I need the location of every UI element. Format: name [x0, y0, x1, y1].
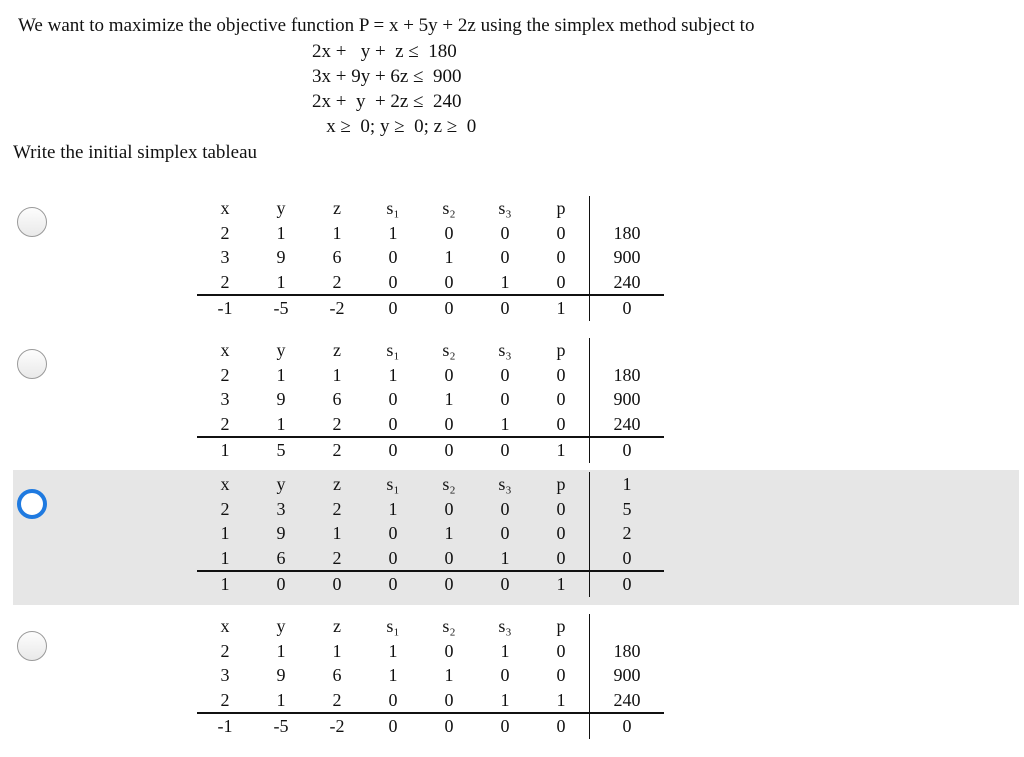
tableau-header: y: [276, 198, 286, 218]
tableau-cell: 1: [220, 547, 230, 568]
tableau-header: z: [333, 616, 341, 636]
tableau-row: [197, 571, 664, 597]
tableau-cell: 0: [477, 295, 533, 321]
tableau-cell: 0: [309, 571, 365, 597]
tableau-cell: 2: [332, 547, 342, 568]
tableau-cell: 1: [444, 665, 454, 685]
tableau-cell: 0: [533, 713, 590, 739]
tableau-cell: 0: [500, 665, 510, 685]
tableau-cell: 1: [332, 222, 342, 243]
tableau-header: p: [556, 340, 566, 360]
tableau-cell: 0: [556, 547, 566, 568]
tableau-row: [197, 688, 664, 714]
tableau-cell: 1: [500, 547, 510, 568]
tableau-rhs-cell: 180: [590, 639, 665, 664]
tableau-cell: 0: [500, 389, 510, 409]
tableau-cell: 1: [388, 640, 398, 661]
answer-option-3[interactable]: [13, 470, 1019, 605]
tableau-cell: 0: [444, 364, 454, 385]
tableau-cell: 2: [332, 271, 342, 292]
constraint-nonnegativity: x ≥ 0; y ≥ 0; z ≥ 0: [312, 116, 477, 137]
tableau-header: s₁: [386, 474, 400, 494]
tableau-cell: 1: [276, 271, 286, 292]
tableau-cell: 3: [276, 498, 286, 519]
tableau-cell: 2: [309, 437, 365, 463]
tableau-cell: 0: [556, 523, 566, 543]
tableau-cell: 2: [332, 413, 342, 434]
tableau-cell: 0: [556, 413, 566, 434]
tableau-cell: 1: [388, 222, 398, 243]
tableau-cell: 2: [220, 271, 230, 292]
tableau-row: [197, 270, 664, 296]
tableau-cell: 1: [276, 364, 286, 385]
tableau-header: y: [276, 616, 286, 636]
tableau-cell: 2: [220, 364, 230, 385]
tableau-rhs-cell: 900: [590, 387, 665, 412]
tableau-cell: 0: [477, 437, 533, 463]
tableau-cell: 0: [500, 247, 510, 267]
tableau-rhs-cell: 900: [590, 663, 665, 688]
tableau-cell: 9: [276, 247, 286, 267]
tableau-row: [197, 437, 664, 463]
tableau-cell: 1: [444, 247, 454, 267]
tableau-rhs-cell: 0: [590, 295, 665, 321]
tableau-header: s₁: [386, 340, 400, 360]
tableau-cell: 0: [365, 571, 421, 597]
tableau-cell: 0: [444, 689, 454, 710]
tableau-row: [197, 663, 664, 688]
tableau-cell: 0: [500, 523, 510, 543]
tableau-row: [197, 221, 664, 246]
radio-button-3[interactable]: [17, 489, 47, 519]
tableau-header: s₃: [498, 474, 512, 494]
tableau-rhs-cell: 180: [590, 363, 665, 388]
tableau-cell: 1: [276, 222, 286, 243]
tableau-header: s₁: [386, 198, 400, 218]
tableau-header: z: [333, 474, 341, 494]
tableau-header: x: [220, 340, 230, 360]
tableau-cell: 1: [388, 665, 398, 685]
tableau-cell: -1: [197, 713, 253, 739]
tableau-row: [197, 295, 664, 321]
tableau-header: z: [333, 340, 341, 360]
tableau-cell: 0: [556, 640, 566, 661]
tableau-cell: 0: [388, 689, 398, 710]
tableau-cell: 1: [197, 437, 253, 463]
tableau-cell: 0: [388, 271, 398, 292]
tableau-rhs-cell: 240: [590, 412, 665, 438]
answer-option-1[interactable]: [13, 196, 1019, 331]
tableau-header: p: [556, 474, 566, 494]
tableau-row: [197, 546, 664, 572]
tableau-cell: 2: [220, 689, 230, 710]
answer-option-2[interactable]: [13, 338, 1019, 473]
tableau-row: [197, 521, 664, 546]
tableau-header: x: [220, 198, 230, 218]
tableau-cell: 0: [253, 571, 309, 597]
tableau-cell: 2: [220, 413, 230, 434]
tableau-cell: 3: [220, 389, 230, 409]
tableau-cell: 0: [365, 713, 421, 739]
tableau-cell: 1: [500, 640, 510, 661]
tableau-cell: 2: [220, 640, 230, 661]
tableau-cell: 2: [332, 689, 342, 710]
tableau-cell: 0: [444, 640, 454, 661]
tableau-cell: 3: [220, 665, 230, 685]
tableau-cell: 0: [556, 247, 566, 267]
tableau-cell: 0: [556, 222, 566, 243]
tableau-rhs-cell: 0: [590, 713, 665, 739]
tableau-cell: 0: [500, 498, 510, 519]
tableau-cell: 0: [444, 547, 454, 568]
tableau-header: s₁: [386, 616, 400, 636]
answer-option-4[interactable]: [13, 614, 1019, 749]
tableau-cell: 0: [421, 437, 477, 463]
tableau-cell: 0: [388, 247, 398, 267]
tableau-row: [197, 412, 664, 438]
tableau-cell: 0: [388, 523, 398, 543]
tableau-cell: -5: [253, 295, 309, 321]
tableau-rhs-cell: 240: [590, 688, 665, 714]
tableau-header: s₃: [498, 340, 512, 360]
tableau-cell: 0: [477, 571, 533, 597]
tableau-cell: 1: [500, 413, 510, 434]
tableau-header: y: [276, 340, 286, 360]
radio-button-4[interactable]: [17, 631, 47, 661]
tableau-cell: 0: [444, 222, 454, 243]
tableau-header: z: [333, 198, 341, 218]
simplex-tableau: [197, 472, 664, 597]
tableau-cell: 0: [388, 413, 398, 434]
tableau-header-rhs: 1: [590, 472, 665, 497]
tableau-cell: 9: [276, 389, 286, 409]
tableau-cell: 0: [556, 665, 566, 685]
constraint-3: 2x + y + 2z ≤ 240: [312, 91, 462, 112]
tableau-cell: 0: [556, 389, 566, 409]
tableau-cell: -1: [197, 295, 253, 321]
tableau-header-rhs: [590, 196, 665, 221]
tableau-cell: 5: [253, 437, 309, 463]
tableau-cell: 0: [500, 364, 510, 385]
tableau-cell: 1: [332, 640, 342, 661]
tableau-cell: 0: [421, 571, 477, 597]
tableau-header-rhs: [590, 338, 665, 363]
tableau-row: [197, 245, 664, 270]
tableau-cell: 9: [276, 523, 286, 543]
tableau-cell: 1: [533, 437, 590, 463]
tableau-rhs-cell: 5: [590, 497, 665, 522]
radio-button-1[interactable]: [17, 207, 47, 237]
tableau-cell: 6: [276, 547, 286, 568]
tableau-cell: 0: [365, 295, 421, 321]
tableau-cell: 1: [332, 523, 342, 543]
tableau-cell: 6: [332, 389, 342, 409]
tableau-rhs-cell: 0: [590, 437, 665, 463]
tableau-header: y: [276, 474, 286, 494]
tableau-header: p: [556, 198, 566, 218]
tableau-cell: 0: [556, 364, 566, 385]
prompt-text: Write the initial simplex tableau: [13, 142, 258, 163]
tableau-cell: 0: [421, 713, 477, 739]
tableau-cell: 1: [276, 689, 286, 710]
tableau-cell: -2: [309, 295, 365, 321]
tableau-row: [197, 639, 664, 664]
tableau-cell: 1: [444, 389, 454, 409]
simplex-tableau: [197, 614, 664, 739]
tableau-header: x: [220, 474, 230, 494]
constraint-1: 2x + y + z ≤ 180: [312, 41, 457, 62]
tableau-cell: 9: [276, 665, 286, 685]
tableau-cell: 1: [500, 271, 510, 292]
tableau-cell: 6: [332, 247, 342, 267]
tableau-cell: 1: [388, 498, 398, 519]
tableau-cell: 1: [388, 364, 398, 385]
tableau-header: s₂: [442, 474, 456, 494]
tableau-rhs-cell: 900: [590, 245, 665, 270]
tableau-cell: 0: [477, 713, 533, 739]
tableau-rhs-cell: 240: [590, 270, 665, 296]
tableau-cell: 0: [388, 547, 398, 568]
tableau-row: [197, 713, 664, 739]
tableau-cell: 1: [220, 523, 230, 543]
tableau-header: s₂: [442, 616, 456, 636]
tableau-cell: 0: [556, 271, 566, 292]
tableau-cell: 0: [500, 222, 510, 243]
tableau-cell: 1: [276, 413, 286, 434]
simplex-tableau: [197, 196, 664, 321]
tableau-cell: 0: [365, 437, 421, 463]
radio-button-2[interactable]: [17, 349, 47, 379]
tableau-cell: 0: [444, 498, 454, 519]
tableau-header: p: [556, 616, 566, 636]
tableau-cell: 1: [533, 295, 590, 321]
tableau-cell: -2: [309, 713, 365, 739]
tableau-header: s₃: [498, 198, 512, 218]
question-text: We want to maximize the objective function P = x + 5y + 2z using the simplex method subject to: [18, 15, 755, 36]
tableau-row: [197, 363, 664, 388]
tableau-cell: 0: [556, 498, 566, 519]
tableau-cell: 0: [421, 295, 477, 321]
tableau-cell: 1: [533, 571, 590, 597]
tableau-cell: 1: [500, 689, 510, 710]
tableau-rhs-cell: 2: [590, 521, 665, 546]
tableau-row: [197, 387, 664, 412]
tableau-cell: 1: [444, 523, 454, 543]
tableau-cell: 2: [220, 222, 230, 243]
tableau-cell: 1: [332, 364, 342, 385]
tableau-cell: 3: [220, 247, 230, 267]
tableau-header: x: [220, 616, 230, 636]
tableau-cell: 2: [220, 498, 230, 519]
tableau-cell: 2: [332, 498, 342, 519]
tableau-header-rhs: [590, 614, 665, 639]
tableau-cell: 6: [332, 665, 342, 685]
constraint-2: 3x + 9y + 6z ≤ 900: [312, 66, 462, 87]
simplex-tableau: [197, 338, 664, 463]
tableau-cell: 1: [556, 689, 566, 710]
tableau-cell: 1: [276, 640, 286, 661]
tableau-cell: 0: [444, 271, 454, 292]
tableau-row: [197, 497, 664, 522]
tableau-cell: 0: [444, 413, 454, 434]
tableau-header: s₃: [498, 616, 512, 636]
tableau-header: s₂: [442, 198, 456, 218]
tableau-cell: 0: [388, 389, 398, 409]
tableau-rhs-cell: 0: [590, 571, 665, 597]
tableau-header: s₂: [442, 340, 456, 360]
tableau-cell: 1: [197, 571, 253, 597]
tableau-cell: -5: [253, 713, 309, 739]
tableau-rhs-cell: 180: [590, 221, 665, 246]
tableau-rhs-cell: 0: [590, 546, 665, 572]
